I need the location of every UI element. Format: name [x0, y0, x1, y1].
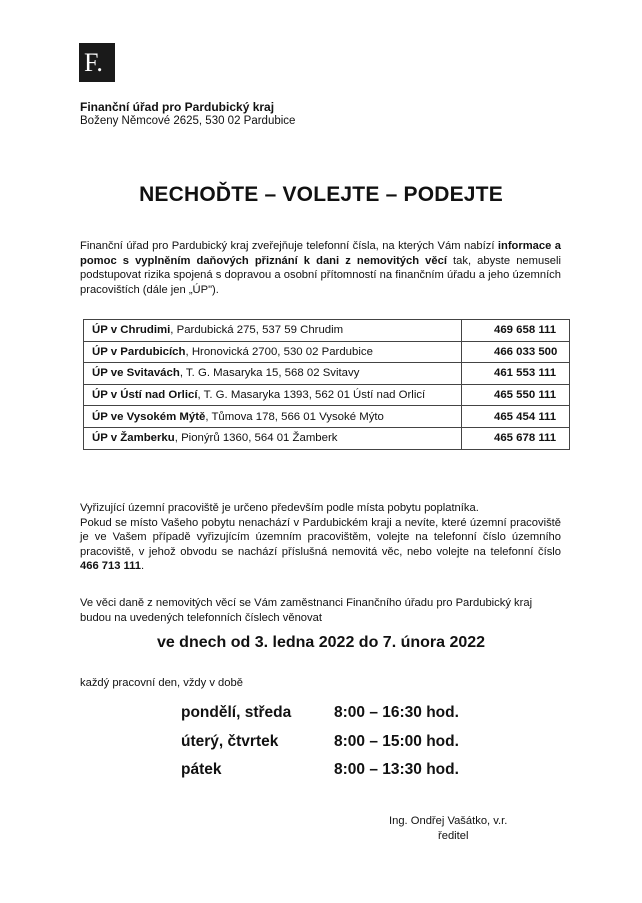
table-row: [84, 427, 570, 449]
table-row: [84, 363, 570, 385]
intro-paragraph: [80, 239, 561, 297]
date-range: ve dnech od 3. ledna 2022 do 7. února 2022: [156, 634, 486, 651]
schedule-hours: 8:00 – 13:30 hod.: [334, 761, 459, 779]
schedule-days: pátek: [181, 761, 222, 779]
table-row: [84, 341, 570, 363]
schedule-days: úterý, čtvrtek: [181, 732, 279, 750]
schedule-hours: 8:00 – 16:30 hod.: [334, 704, 459, 721]
intro-text-bold: informace a pomoc s vyplněním daňových přiznání k dani z nemovitých věcí: [80, 240, 561, 267]
headline: NECHOĎTE – VOLEJTE – PODEJTE: [139, 183, 503, 206]
intro-text-start: Finanční úřad pro Pardubický kraj zveřejňuje telefonní čísla, na kterých Vám nabízí: [80, 240, 498, 252]
office-cell: [84, 341, 462, 363]
office-address: , Hronovická 2700, 530 02 Pardubice: [185, 345, 373, 358]
office-address: Boženy Němcové 2625, 530 02 Pardubice: [80, 115, 296, 127]
office-name: ÚP ve Svitavách: [92, 367, 180, 380]
office-cell: [84, 363, 462, 385]
office-address: , T. G. Masaryka 1393, 562 01 Ústí nad Orlicí: [197, 389, 426, 402]
schedule-hours: 8:00 – 15:00 hod.: [334, 732, 459, 750]
office-address: , Pionýrů 1360, 564 01 Žamberk: [174, 432, 338, 445]
office-cell: [84, 384, 462, 406]
table-row: [84, 320, 570, 342]
table-row: [84, 406, 570, 428]
schedule: [181, 704, 459, 790]
info2-paragraph: Ve věci daně z nemovitých věcí se Vám zaměstnanci Finančního úřadu pro Pardubický kraj budou na uvedených telefonních číslech věnovat: [80, 597, 533, 624]
info-paragraph: [80, 501, 561, 574]
office-cell: [84, 427, 462, 449]
office-address: , Pardubická 275, 537 59 Chrudim: [170, 324, 344, 337]
office-phone: 465 550 111: [462, 384, 570, 406]
office-phone: 466 033 500: [462, 341, 570, 363]
signatory-name: Ing. Ondřej Vašátko, v.r.: [389, 815, 508, 827]
signatory-title: ředitel: [438, 830, 469, 842]
office-name: Finanční úřad pro Pardubický kraj: [80, 100, 275, 114]
office-name: ÚP v Žamberku: [92, 432, 175, 445]
office-cell: [84, 320, 462, 342]
office-name: ÚP ve Vysokém Mýtě: [92, 410, 206, 423]
office-phone: 465 454 111: [462, 406, 570, 428]
office-phone-table: [83, 319, 570, 450]
office-phone: 461 553 111: [462, 363, 570, 385]
office-logo: F.: [79, 43, 115, 82]
office-phone: 465 678 111: [462, 427, 570, 449]
office-phone: 469 658 111: [462, 320, 570, 342]
table-row: [84, 384, 570, 406]
central-phone: 466 713 111: [80, 560, 141, 573]
info-end: .: [140, 560, 145, 573]
schedule-row: [181, 704, 459, 733]
office-name: ÚP v Chrudimi: [92, 324, 171, 337]
office-name: ÚP v Pardubicích: [92, 345, 186, 358]
daily-note: každý pracovní den, vždy v době: [80, 677, 243, 689]
schedule-days: pondělí, středa: [181, 704, 292, 721]
schedule-row: [181, 761, 459, 790]
office-name: ÚP v Ústí nad Orlicí: [92, 389, 198, 402]
office-address: , T. G. Masaryka 15, 568 02 Svitavy: [179, 367, 360, 380]
office-address: , Tůmova 178, 566 01 Vysoké Mýto: [205, 410, 384, 423]
info-line-1: Vyřizující územní pracoviště je určeno především podle místa pobytu poplatníka.: [80, 502, 479, 514]
intro-text-end: tak, abyste nemuseli podstupovat rizika spojená s dopravou a osobní přítomností na finančním úřadu a jeho územních pracovištích (dále jen „ÚP").: [80, 254, 561, 296]
schedule-row: [181, 733, 459, 762]
office-cell: [84, 406, 462, 428]
info-text: Pokud se místo Vašeho pobytu nenachází v Pardubickém kraji a nevíte, které územní pracoviště je ve Vašem případě vyřizujícím územním pracovištěm, volejte na telefonní číslo územního pracoviště, v jehož obvodu se nachází příslušná nemovitá věc, nebo volejte na telefonní číslo: [80, 516, 561, 558]
